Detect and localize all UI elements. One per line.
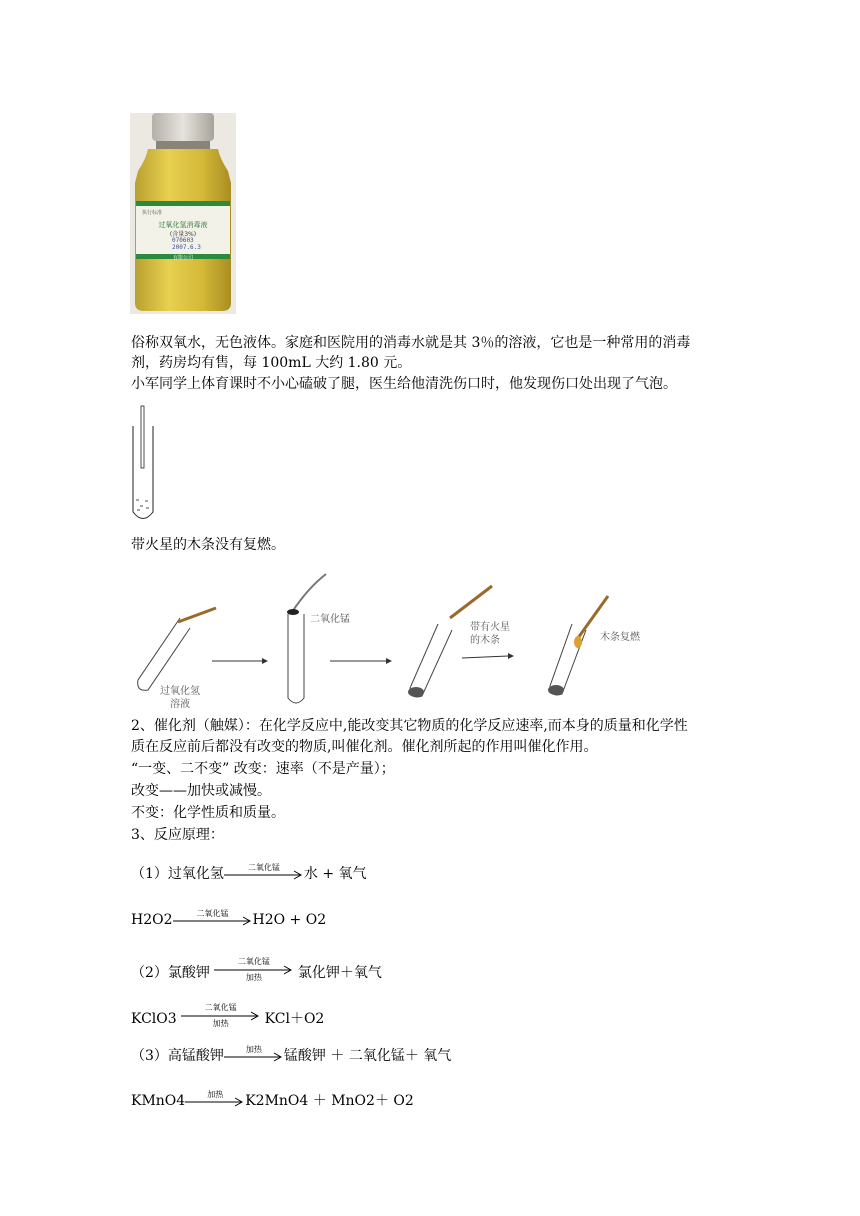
reaction-2f-right: KCl＋O2 xyxy=(264,1011,325,1027)
reaction-1-left: （1）过氧化氢 xyxy=(131,866,224,882)
label-mno2: 二氧化锰 xyxy=(310,614,350,625)
catalyst-line-1: 2、催化剂（触媒）：在化学反应中,能改变其它物质的化学反应速率,而本身的质量和化学性 xyxy=(131,718,688,734)
reaction-2-condition-bottom: 加热 xyxy=(245,973,262,982)
reaction-2-right: 氯化钾＋氧气 xyxy=(297,965,382,981)
bottle-label-standard: 执行标准 xyxy=(142,210,163,216)
bottle-label-company: 有限公司 xyxy=(172,255,193,261)
reaction-1-formula xyxy=(131,910,326,930)
tube-splint-relit xyxy=(548,596,608,695)
reaction-1-condition: 二氧化锰 xyxy=(247,863,280,872)
tube-add-mno2 xyxy=(287,574,326,703)
reaction-2f-arrow xyxy=(181,1004,261,1034)
reaction-2-arrow xyxy=(214,958,294,988)
reaction-3-formula xyxy=(131,1091,414,1111)
experiment-sequence-diagram xyxy=(130,568,660,714)
reaction-2f-left: KClO3 xyxy=(131,1011,177,1027)
reaction-1f-condition: 二氧化锰 xyxy=(196,909,229,918)
intro-line-3: 小军同学上体育课时不小心磕破了腿，医生给他清洗伤口时，他发现伤口处出现了气泡。 xyxy=(131,376,677,392)
label-glowing-splint-1: 带有火星 xyxy=(470,622,510,633)
intro-line-2: 剂，药房均有售，每 100mL 大约 1.80 元。 xyxy=(131,355,412,371)
bottle-label-concentration: (含量3%) xyxy=(169,231,197,238)
reaction-2f-condition-bottom: 加热 xyxy=(212,1019,229,1028)
bottle-label-date: 2007.6.3 xyxy=(172,244,201,251)
test-tube-diagram xyxy=(128,404,158,526)
reaction-3-left: （3）高锰酸钾 xyxy=(131,1048,224,1064)
reaction-1f-arrow xyxy=(173,910,253,930)
reaction-1-right: 水 + 氧气 xyxy=(303,866,367,882)
reaction-3f-right: K2MnO4 ＋ MnO2＋ O2 xyxy=(245,1093,414,1109)
intro-line-1: 俗称双氧水，无色液体。家庭和医院用的消毒水就是其 3％的溶液，它也是一种常用的消毒 xyxy=(131,335,691,351)
catalyst-line-5: 不变：化学性质和质量。 xyxy=(131,805,285,821)
reaction-3-arrow xyxy=(224,1046,284,1066)
catalyst-line-6: 3、反应原理： xyxy=(131,827,224,843)
reaction-2-left: （2）氯酸钾 xyxy=(131,965,210,981)
reaction-1-words xyxy=(131,864,367,884)
reaction-3-words xyxy=(131,1046,451,1066)
catalyst-line-3: “一变、二不变” 改变：速率（不是产量）； xyxy=(131,761,395,777)
reaction-3-right: 锰酸钾 ＋ 二氧化锰＋ 氧气 xyxy=(283,1048,452,1064)
reaction-3f-condition: 加热 xyxy=(207,1090,224,1099)
catalyst-line-2: 质在反应前后都没有改变的物质,叫催化剂。催化剂所起的作用叫催化作用。 xyxy=(131,739,598,755)
reaction-2f-condition-top: 二氧化锰 xyxy=(204,1003,237,1012)
label-h2o2-solution-2: 溶液 xyxy=(170,699,190,710)
reaction-3f-arrow xyxy=(185,1091,245,1111)
label-splint-relit: 木条复燃 xyxy=(600,632,640,643)
hydrogen-peroxide-bottle-photo xyxy=(130,113,236,314)
bottle-label-name: 过氧化氢消毒液 xyxy=(158,221,208,229)
reaction-2-words xyxy=(131,958,382,988)
reaction-2-formula xyxy=(131,1004,324,1034)
catalyst-line-4: 改变——加快或减慢。 xyxy=(131,783,271,799)
reaction-3f-left: KMnO4 xyxy=(131,1093,186,1109)
reaction-1f-right: H2O + O2 xyxy=(252,912,327,928)
bottle-label-batch: 070603 xyxy=(172,237,194,244)
tube-hydrogen-peroxide xyxy=(138,608,216,690)
reaction-3-condition: 加热 xyxy=(245,1045,262,1054)
splint-not-relit-text: 带火星的木条没有复燃。 xyxy=(131,537,285,553)
reaction-2-condition-top: 二氧化锰 xyxy=(237,957,270,966)
label-glowing-splint-2: 的木条 xyxy=(470,635,500,646)
reaction-1-arrow xyxy=(224,864,304,884)
label-h2o2-solution-1: 过氧化氢 xyxy=(160,686,200,697)
reaction-1f-left: H2O2 xyxy=(131,912,173,928)
